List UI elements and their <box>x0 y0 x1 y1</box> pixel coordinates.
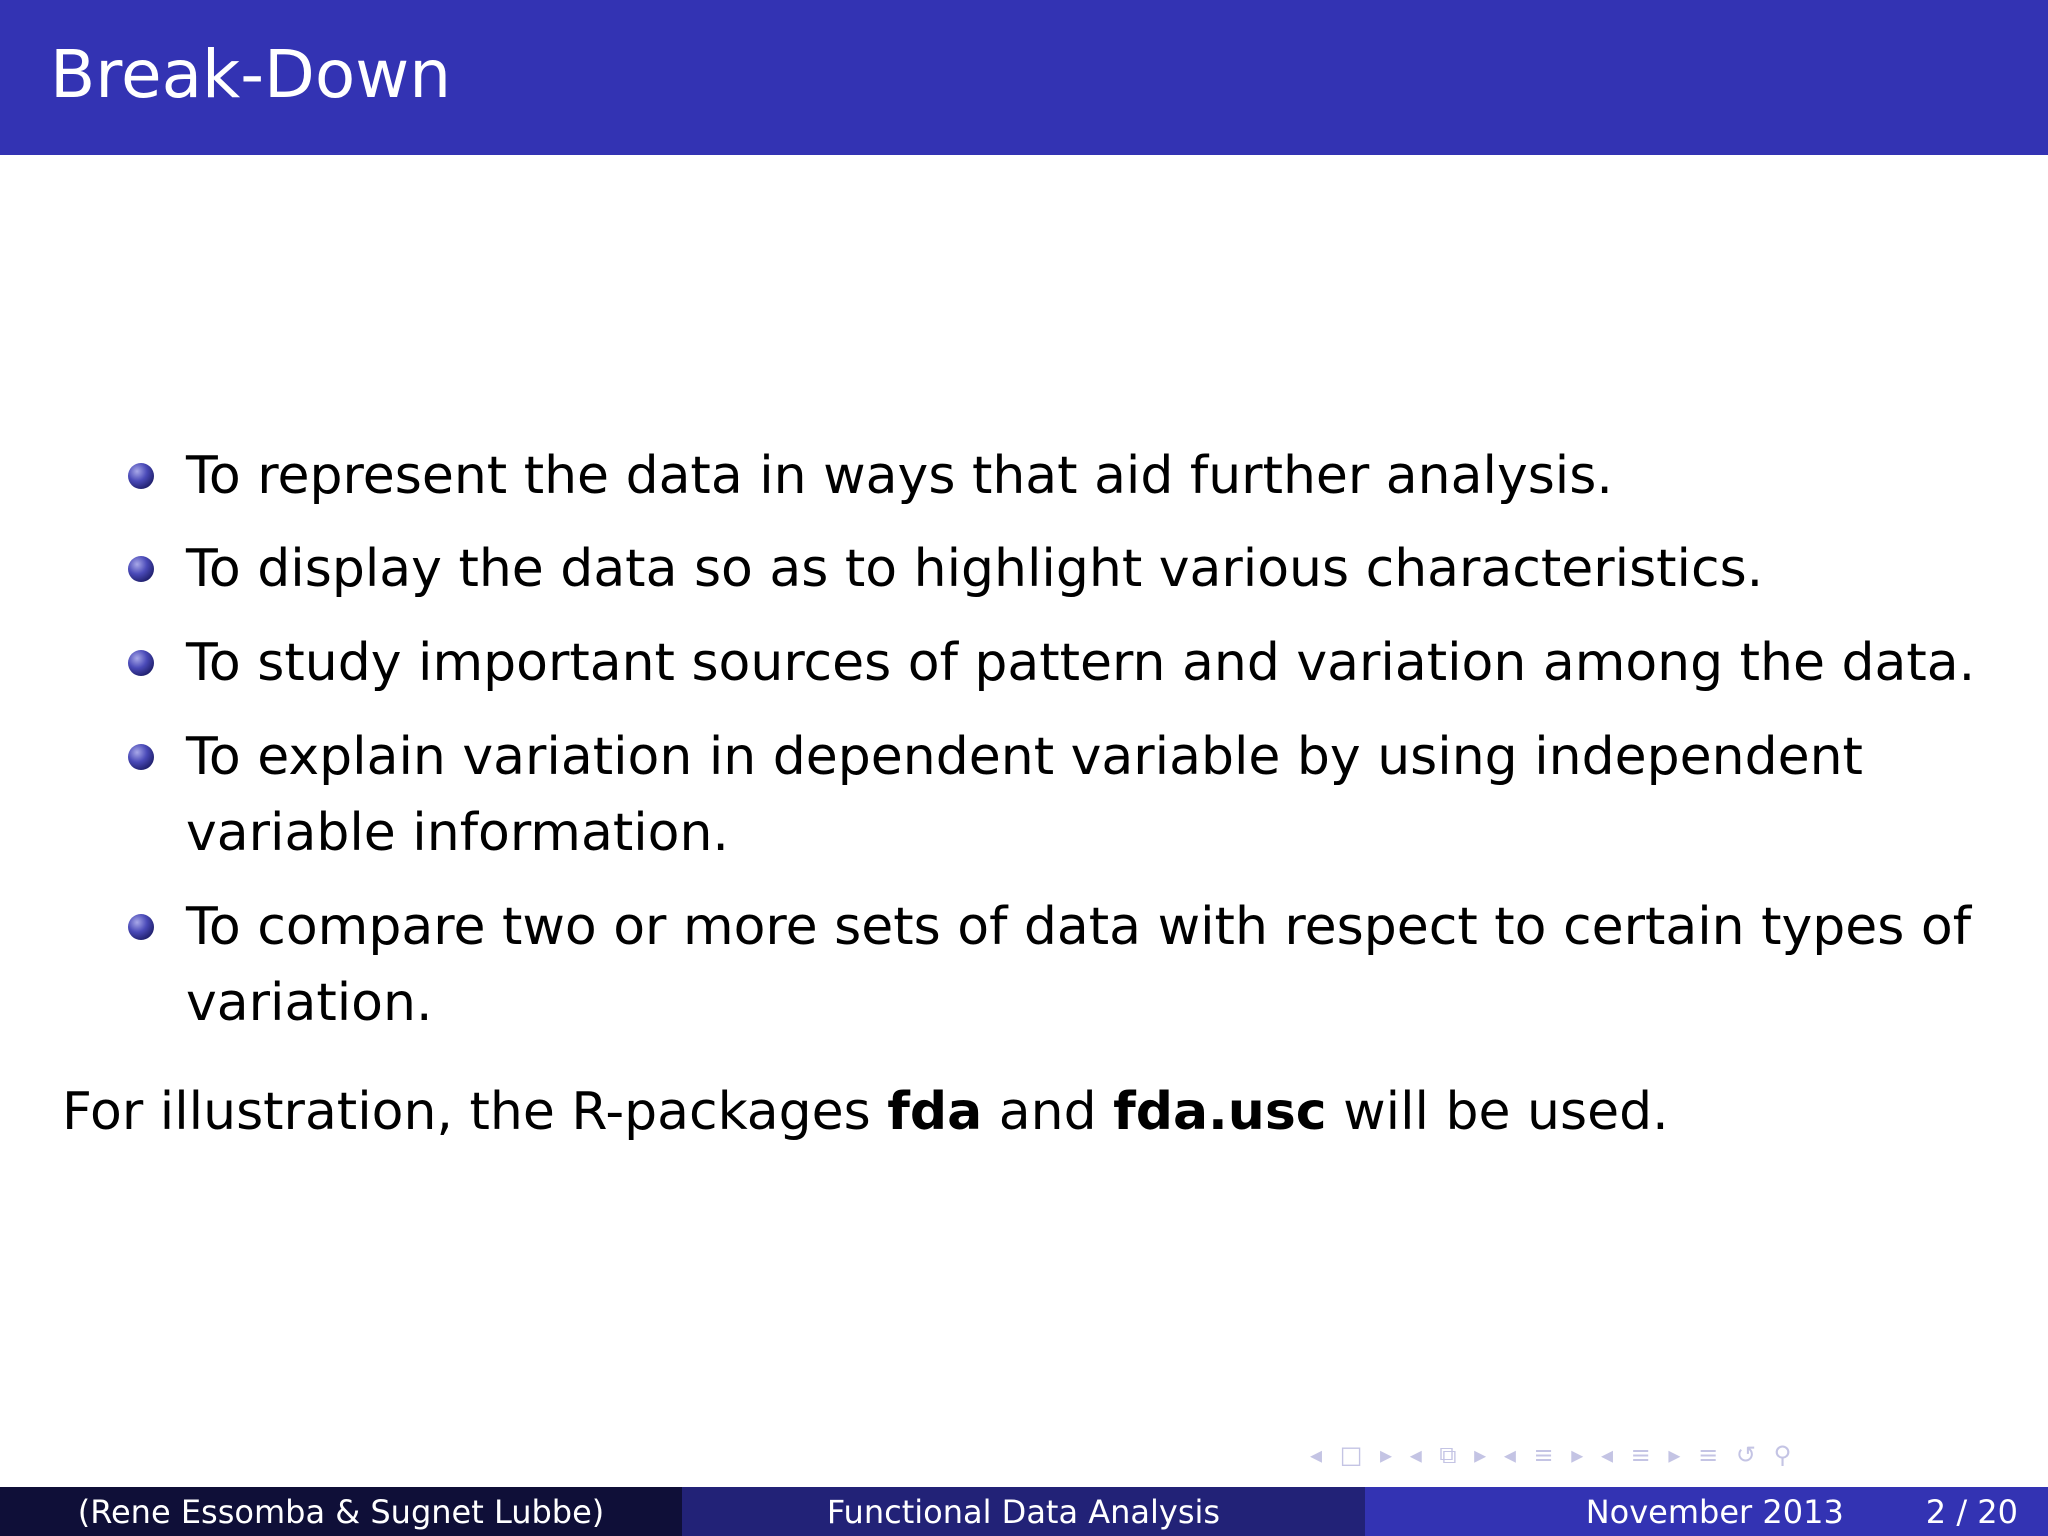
page-number: 2 / 20 <box>1925 1492 2018 1531</box>
bullet-icon <box>128 744 154 770</box>
footer-title: Functional Data Analysis <box>682 1487 1365 1536</box>
search-icon[interactable]: ⚲ <box>1773 1441 1792 1469</box>
slide-title: Break-Down <box>50 36 452 113</box>
footer-date-page <box>1365 1487 2048 1536</box>
nav-prev-subsection-icon[interactable]: ◂ <box>1409 1441 1422 1469</box>
nav-prev-section-icon[interactable]: ◂ <box>1503 1441 1516 1469</box>
outro-text: For illustration, the R-packages fda and fda.usc will be used. <box>62 1082 1669 1142</box>
list-icon[interactable]: ≡ <box>1630 1441 1651 1469</box>
nav-prev-frame-icon[interactable]: ◂ <box>1310 1441 1323 1469</box>
frame-icon[interactable]: □ <box>1339 1441 1363 1469</box>
undo-icon[interactable]: ↺ <box>1735 1441 1756 1469</box>
nav-next-section-icon[interactable]: ▸ <box>1571 1441 1584 1469</box>
align-icon[interactable]: ≡ <box>1698 1441 1719 1469</box>
nav-prev-list-icon[interactable]: ◂ <box>1600 1441 1614 1469</box>
footer-authors: (Rene Essomba & Sugnet Lubbe) <box>0 1487 682 1536</box>
bullet-icon <box>128 463 154 489</box>
bullet-icon <box>128 914 154 940</box>
list-item: To explain variation in dependent variable by using independent <box>186 727 1863 787</box>
list-item: To study important sources of pattern and variation among the data. <box>186 633 1976 693</box>
bullet-icon <box>128 556 154 582</box>
list-item-continuation: variation. <box>186 973 433 1033</box>
list-item: To represent the data in ways that aid further analysis. <box>186 446 1613 506</box>
package-fda-usc: fda.usc <box>1113 1082 1327 1142</box>
list-item: To display the data so as to highlight various characteristics. <box>186 539 1764 599</box>
subsection-icon[interactable]: ⧉ <box>1439 1441 1457 1469</box>
package-fda: fda <box>887 1082 983 1142</box>
list-item-continuation: variable information. <box>186 803 729 863</box>
footer-date: November 2013 <box>1585 1492 1844 1531</box>
bullet-icon <box>128 650 154 676</box>
slide-footer <box>0 1487 2048 1536</box>
nav-next-subsection-icon[interactable]: ▸ <box>1474 1441 1487 1469</box>
beamer-navigation <box>1310 1440 1801 1470</box>
list-item: To compare two or more sets of data with respect to certain types of <box>186 897 1972 957</box>
section-icon[interactable]: ≡ <box>1533 1441 1554 1469</box>
nav-next-list-icon[interactable]: ▸ <box>1668 1441 1681 1469</box>
nav-next-frame-icon[interactable]: ▸ <box>1380 1441 1393 1469</box>
